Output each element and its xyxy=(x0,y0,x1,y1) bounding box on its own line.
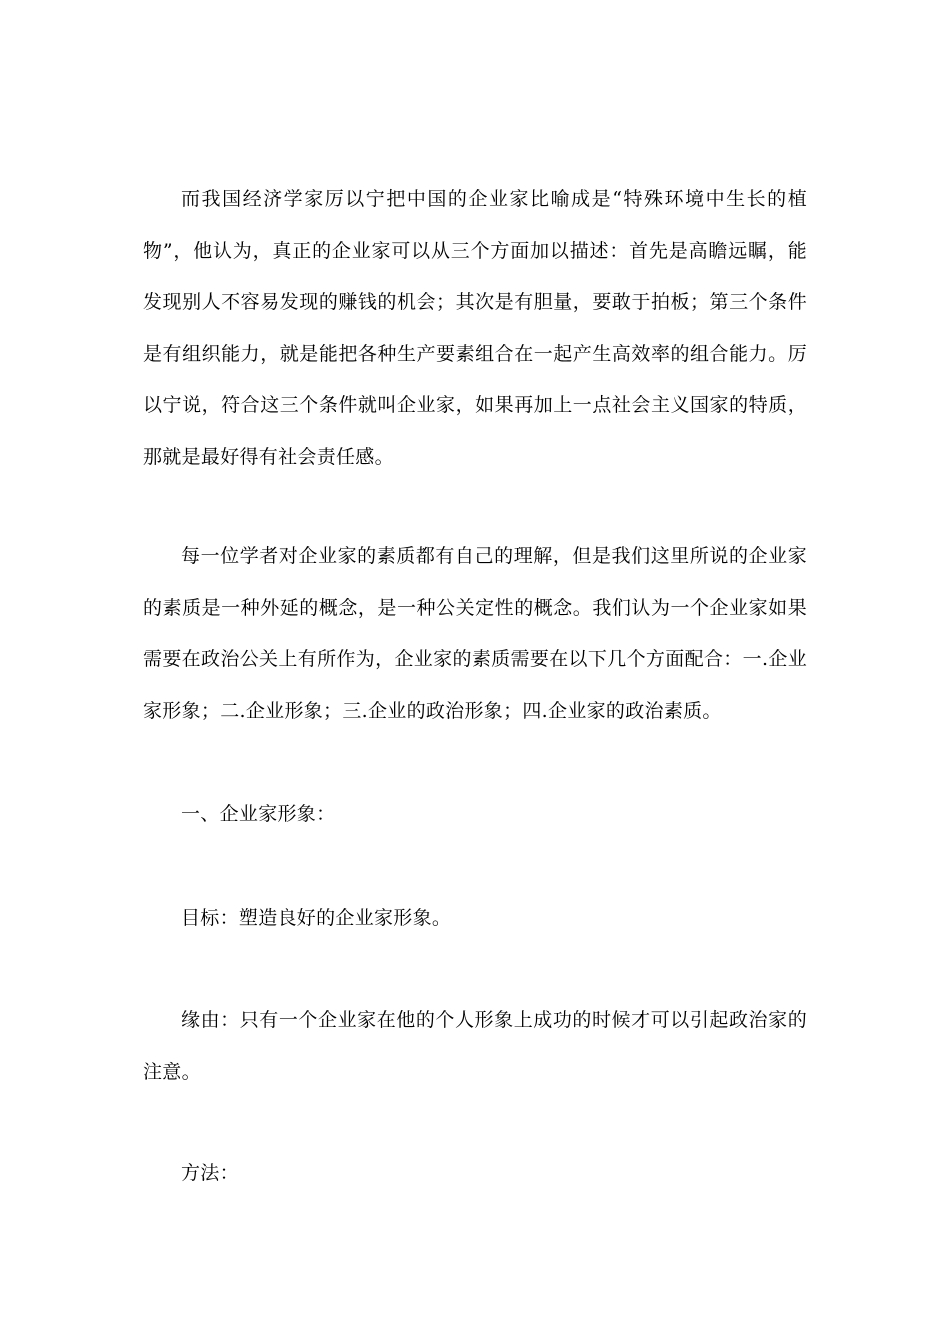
paragraph-entrepreneur-qualities: 每一位学者对企业家的素质都有自己的理解，但是我们这里所说的企业家的素质是一种外延的概念，是一种公关定性的概念。我们认为一个企业家如果需要在政治公关上有所作为，企业家的素质需要在以下几个方面配合：一.企业家形象；二.企业形象；三.企业的政治形象；四.企业家的政治素质。 xyxy=(143,545,807,722)
paragraph-reason: 缘由：只有一个企业家在他的个人形象上成功的时候才可以引起政治家的注意。 xyxy=(143,1009,807,1083)
paragraph-entrepreneur-definition: 而我国经济学家厉以宁把中国的企业家比喻成是“特殊环境中生长的植物”，他认为，真正的企业家可以从三个方面加以描述：首先是高瞻远瞩，能发现别人不容易发现的赚钱的机会；其次是有胆量，要敢于拍板；第三个条件是有组织能力，就是能把各种生产要素组合在一起产生高效率的组合能力。厉以宁说，符合这三个条件就叫企业家，如果再加上一点社会主义国家的特质，那就是最好得有社会责任感。 xyxy=(143,188,807,468)
paragraph-method: 方法： xyxy=(181,1162,239,1184)
paragraph-goal: 目标：塑造良好的企业家形象。 xyxy=(181,907,452,929)
section-heading-entrepreneur-image: 一、企业家形象： xyxy=(181,803,336,825)
